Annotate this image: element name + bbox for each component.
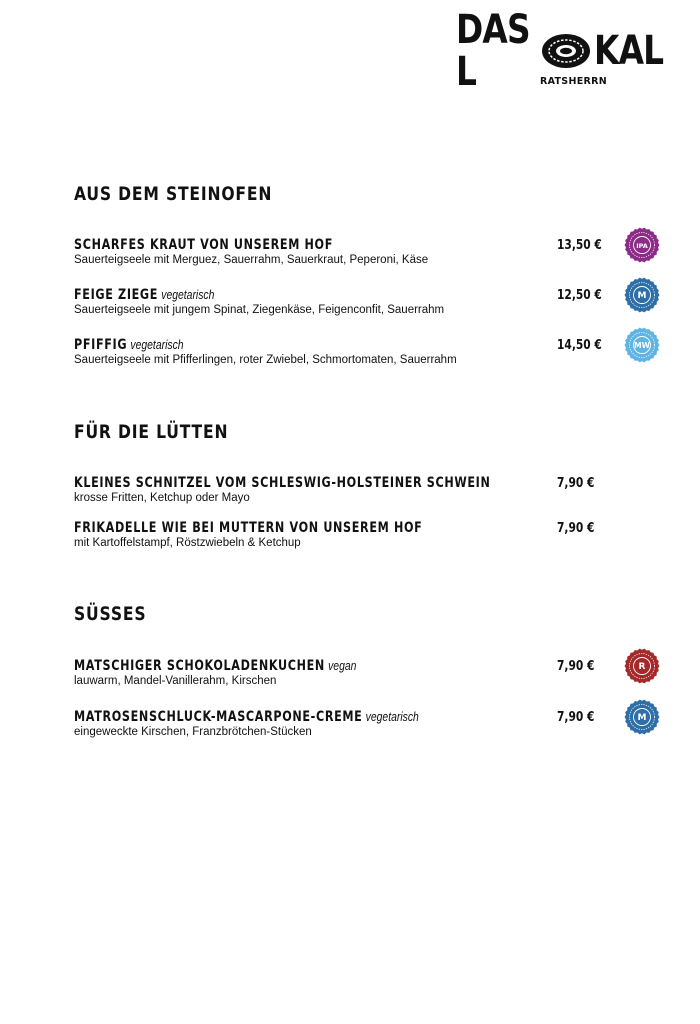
badge-label: M — [637, 713, 647, 724]
beer-badge-icon — [624, 327, 660, 363]
item-name: FEIGE ZIEGE vegetarisch — [74, 287, 215, 303]
beer-badge-icon — [624, 277, 660, 313]
item-description: Sauerteigseele mit Merguez, Sauerrahm, Sauerkraut, Peperoni, Käse — [74, 254, 429, 266]
item-description: eingeweckte Kirschen, Franzbrötchen-Stücken — [74, 726, 312, 738]
badge-label: IPA — [636, 242, 648, 251]
menu-item — [74, 658, 674, 698]
logo-subtitle: RATSHERRN — [540, 76, 607, 87]
item-price: 7,90 € — [557, 521, 595, 536]
section-title-luetten: FÜR DIE LÜTTEN — [74, 421, 229, 443]
badge-label: M — [637, 291, 647, 302]
item-tag: vegetarisch — [161, 287, 215, 302]
beer-badge-icon — [624, 227, 660, 263]
item-price: 12,50 € — [557, 288, 602, 303]
item-price: 13,50 € — [557, 238, 602, 253]
section-title-suesses: SÜSSES — [74, 603, 147, 625]
menu-item — [74, 709, 674, 749]
menu-item — [74, 237, 674, 277]
item-description: Sauerteigseele mit Pfifferlingen, roter Zwiebel, Schmortomaten, Sauerrahm — [74, 354, 457, 366]
item-price: 7,90 € — [557, 710, 595, 725]
menu-item — [74, 337, 674, 377]
item-name: SCHARFES KRAUT VON UNSEREM HOF — [74, 237, 333, 253]
logo-word-right: KAL — [593, 28, 664, 74]
item-name: MATROSENSCHLUCK-MASCARPONE-CREME vegetarisch — [74, 709, 419, 725]
beer-badge-icon — [624, 648, 660, 684]
item-price: 7,90 € — [557, 659, 595, 674]
wheel-icon — [540, 31, 592, 71]
logo — [456, 7, 666, 95]
badge-label: MW — [634, 341, 650, 351]
item-name: KLEINES SCHNITZEL VOM SCHLESWIG-HOLSTEINER SCHWEIN — [74, 475, 491, 491]
beer-badge-icon — [624, 699, 660, 735]
item-tag: vegetarisch — [130, 337, 184, 352]
section-title-steinofen: AUS DEM STEINOFEN — [74, 183, 273, 205]
item-description: mit Kartoffelstampf, Röstzwiebeln & Ketchup — [74, 537, 301, 549]
item-tag: vegetarisch — [365, 709, 419, 724]
menu-item — [74, 520, 674, 560]
item-description: Sauerteigseele mit jungem Spinat, Ziegenkäse, Feigenconfit, Sauerrahm — [74, 304, 445, 316]
item-name: MATSCHIGER SCHOKOLADENKUCHEN vegan — [74, 658, 357, 674]
item-description: krosse Fritten, Ketchup oder Mayo — [74, 492, 250, 504]
item-name: FRIKADELLE WIE BEI MUTTERN VON UNSEREM HOF — [74, 520, 423, 536]
badge-label: R — [638, 662, 646, 673]
item-name: PFIFFIG vegetarisch — [74, 337, 184, 353]
logo-word-left: DAS L — [456, 7, 530, 95]
item-tag: vegan — [328, 658, 357, 673]
item-price: 7,90 € — [557, 476, 595, 491]
item-description: lauwarm, Mandel-Vanillerahm, Kirschen — [74, 675, 277, 687]
item-price: 14,50 € — [557, 338, 602, 353]
menu-item — [74, 287, 674, 327]
menu-item — [74, 475, 674, 515]
